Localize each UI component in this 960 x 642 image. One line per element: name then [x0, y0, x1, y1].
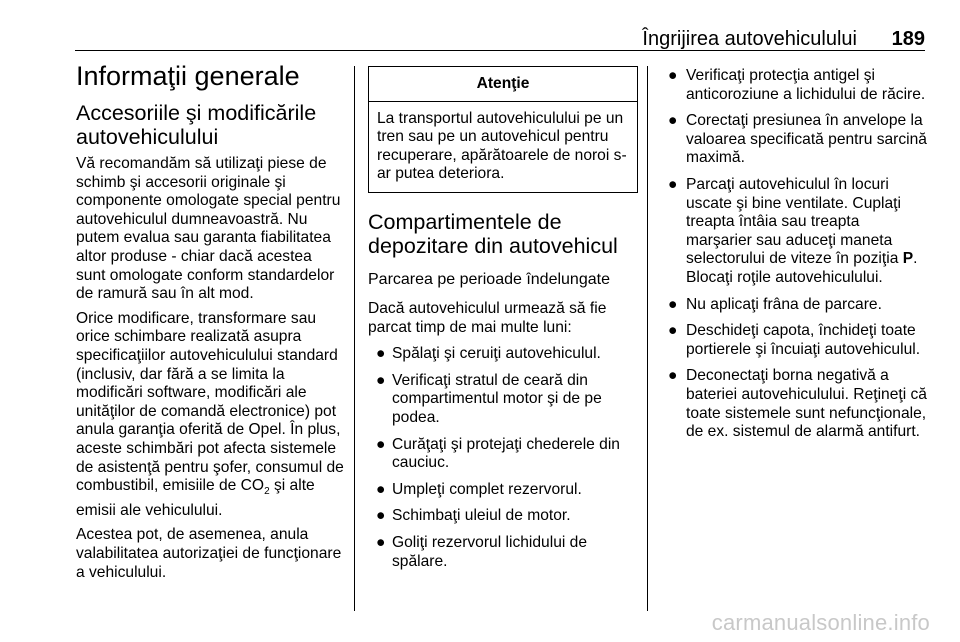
gear-position-p: P [902, 250, 914, 268]
chapter-title: Îngrijirea autovehiculului [642, 28, 857, 50]
list-item: ● Deschideţi capota, închideţi toate portierele şi încuiaţi autovehiculul. [668, 322, 921, 358]
bullet-icon: ● [668, 322, 678, 340]
list-item: ● Verificaţi protecţia antigel şi anticoroziune a lichidului de răcire. [668, 67, 926, 103]
bullet-icon: ● [668, 367, 678, 385]
column-divider [354, 66, 355, 611]
list-item: ● Curăţaţi şi protejaţi chederele din cauciuc. [376, 435, 620, 472]
list-item: ● Umpleţi complet rezervorul. [376, 480, 582, 498]
page-header [75, 28, 925, 52]
bullet-icon: ● [376, 480, 386, 498]
bullet-icon: ● [376, 507, 386, 525]
caution-title: Atenţie [369, 67, 637, 102]
bullet-icon: ● [376, 435, 386, 453]
column-2 [368, 58, 638, 571]
list-item: ● Corectaţi presiunea în anvelope la valoarea specificată pentru sarcină maximă. [668, 112, 927, 167]
list-item: ● Schimbaţi uleiul de motor. [376, 507, 571, 525]
bullet-icon: ● [376, 345, 386, 363]
section-title: Compartimentele de depozitare din autovehicul [368, 209, 618, 258]
bullet-icon: ● [668, 112, 678, 130]
paragraph: Dacă autovehiculul urmează să fie parcat timp de mai multe luni: [368, 299, 607, 336]
bullet-icon: ● [376, 371, 386, 389]
caution-box [368, 66, 638, 193]
caution-text: La transportul autovehiculului pe un tren sau pe un autovehicul pentru recuperare, apărătoarele de noroi s-ar putea deteriora. [377, 109, 627, 183]
watermark: carmanualsonline.info [711, 610, 930, 635]
section-title: Informaţii generale [76, 61, 300, 91]
bullet-list [368, 345, 638, 571]
list-item: ● Spălaţi şi ceruiţi autovehiculul. [376, 345, 601, 363]
header-rule [75, 50, 925, 51]
list-item: ● Deconectaţi borna negativă a bateriei autovehiculului. Reţineţi că toate sistemele sunt nefuncţionale, de ex. sistemul de alarmă antifurt. [668, 367, 927, 441]
bullet-icon: ● [668, 67, 678, 84]
page-number: 189 [891, 28, 925, 50]
list-item: ● Verificaţi stratul de ceară din compartimentul motor şi de pe podea. [376, 371, 602, 426]
bullet-list [662, 67, 928, 442]
column-3 [662, 58, 928, 442]
list-item: ● Parcaţi autovehiculul în locuri uscate şi bine ventilate. Cuplaţi treapta întâia sau treapta marşarier sau aduceţi maneta selectorului de viteze în poziţia P. Blocaţi roţile autovehiculului. [668, 175, 918, 286]
paragraph: Vă recomandăm să utilizaţi piese de schimb şi accesorii originale şi componente omologate special pentru autovehiculul dumneavoastră. Nu putem evalua sau garanta fiabilitatea altor produse - chiar dacă acestea sunt omologate conform standardelor de ramură sau în alt mod. [76, 155, 341, 303]
subscript: 2 [264, 486, 270, 498]
column-divider [647, 66, 648, 611]
subsection-title: Accesoriile şi modificările autovehiculului [76, 101, 317, 149]
list-item: ● Nu aplicaţi frâna de parcare. [668, 295, 882, 313]
subsection-title: Parcarea pe perioade îndelungate [368, 270, 610, 288]
bullet-icon: ● [668, 175, 678, 193]
paragraph: Orice modificare, transformare sau orice schimbare realizată asupra specificaţiilor autovehiculului standard (inclusiv, dar fără a se limita la modificări software, modificări ale unităţilor de comandă electronice) pot anula garanţia oferită de Opel. În plus, aceste schimbări pot afecta sistemele de asistenţă pentru şofer, consumul de combustibil, emisiile de $CO_2$ şi alte emisii ale vehiculului. [76, 309, 344, 519]
bullet-icon: ● [668, 295, 678, 313]
paragraph: Acestea pot, de asemenea, anula valabilitatea autorizaţiei de funcţionare a vehiculului. [76, 526, 342, 581]
bullet-icon: ● [376, 533, 386, 551]
column-1 [76, 58, 344, 582]
list-item: ● Goliţi rezervorul lichidului de spălare. [376, 533, 588, 570]
